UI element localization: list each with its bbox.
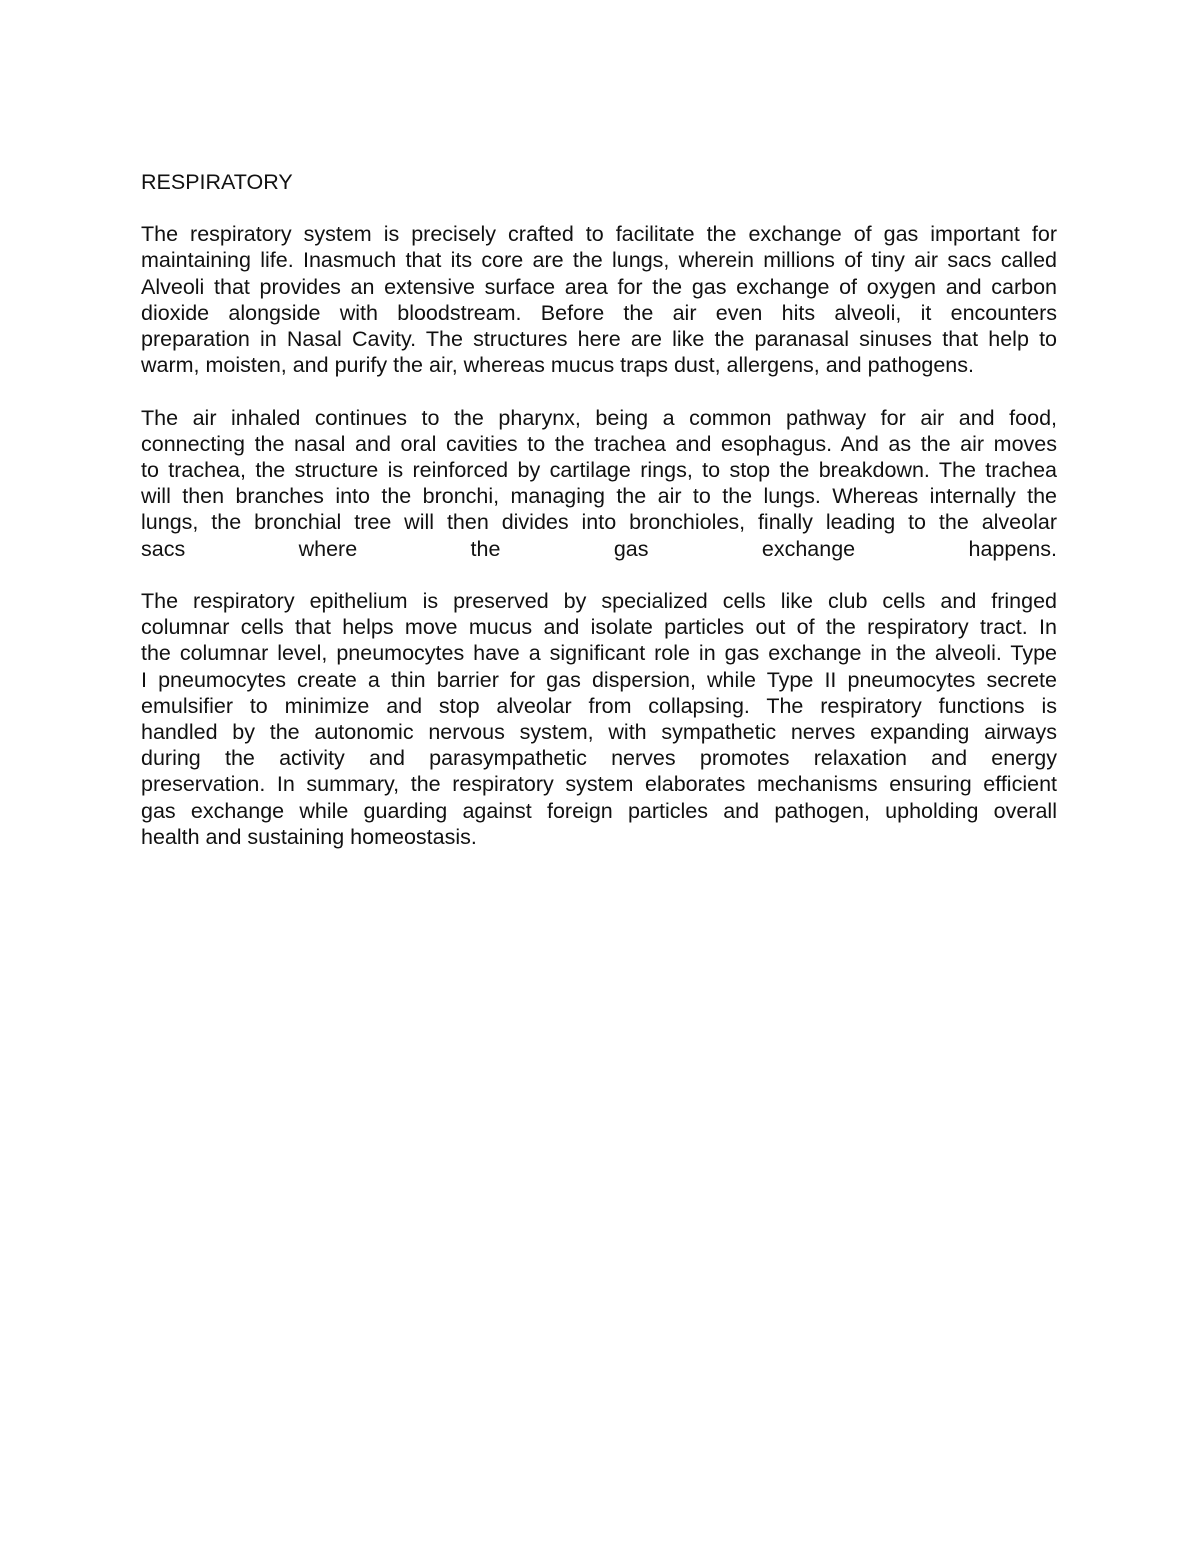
paragraph-line: lungs, the bronchial tree will then divides into bronchioles, finally leading to the alveolar <box>141 510 1057 535</box>
paragraph-1 <box>141 221 1057 378</box>
paragraph-line: connecting the nasal and oral cavities to the trachea and esophagus. And as the air moves <box>141 431 1057 456</box>
paragraph-line: The air inhaled continues to the pharynx, being a common pathway for air and food, <box>141 405 1057 430</box>
paragraph-line: during the activity and parasympathetic nerves promotes relaxation and energy <box>141 746 1057 771</box>
document-title: RESPIRATORY <box>141 170 293 194</box>
paragraph-line: gas exchange while guarding against foreign particles and pathogen, upholding overall <box>141 798 1057 823</box>
paragraph-line: to trachea, the structure is reinforced by cartilage rings, to stop the breakdown. The trachea <box>141 458 1057 483</box>
paragraph-line: preparation in Nasal Cavity. The structures here are like the paranasal sinuses that help to <box>141 327 1057 352</box>
paragraph-line: will then branches into the bronchi, managing the air to the lungs. Whereas internally the <box>141 484 1057 509</box>
paragraph-line: the columnar level, pneumocytes have a significant role in gas exchange in the alveoli. Type <box>141 641 1057 666</box>
paragraph-line: handled by the autonomic nervous system, with sympathetic nerves expanding airways <box>141 720 1057 745</box>
paragraph-line: preservation. In summary, the respiratory system elaborates mechanisms ensuring efficient <box>141 772 1057 797</box>
paragraph-3 <box>141 588 1057 850</box>
paragraph-line: sacs where the gas exchange happens. <box>141 536 1057 561</box>
paragraph-line: I pneumocytes create a thin barrier for gas dispersion, while Type II pneumocytes secrete <box>141 667 1057 692</box>
paragraph-line: Alveoli that provides an extensive surface area for the gas exchange of oxygen and carbon <box>141 274 1057 299</box>
paragraph-2 <box>141 405 1057 562</box>
paragraph-line: maintaining life. Inasmuch that its core are the lungs, wherein millions of tiny air sacs called <box>141 248 1057 273</box>
paragraph-line: warm, moisten, and purify the air, whereas mucus traps dust, allergens, and pathogens. <box>141 353 974 378</box>
paragraph-line: The respiratory epithelium is preserved by specialized cells like club cells and fringed <box>141 589 1057 614</box>
paragraph-line: emulsifier to minimize and stop alveolar from collapsing. The respiratory functions is <box>141 693 1057 718</box>
paragraph-line: dioxide alongside with bloodstream. Before the air even hits alveoli, it encounters <box>141 300 1057 325</box>
paragraph-line: The respiratory system is precisely crafted to facilitate the exchange of gas important for <box>141 222 1057 247</box>
document-body <box>141 169 1057 876</box>
paragraph-line: health and sustaining homeostasis. <box>141 824 477 849</box>
paragraph-line: columnar cells that helps move mucus and isolate particles out of the respiratory tract. In <box>141 615 1057 640</box>
